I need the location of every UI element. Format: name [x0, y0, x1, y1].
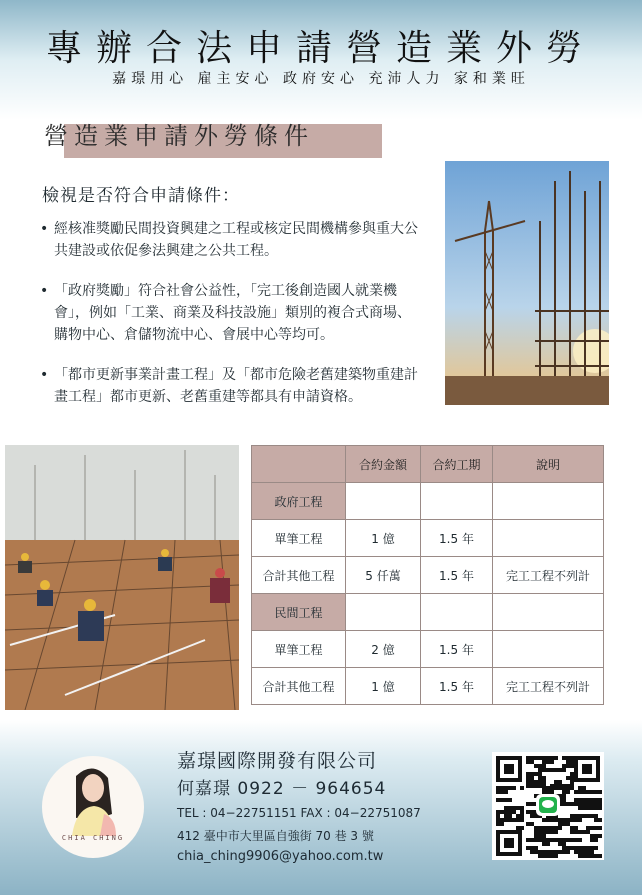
table-row [252, 557, 604, 594]
condition-item: • 「都市更新事業計畫工程」及「都市危險老舊建築物重建計畫工程」都市更新、老舊重建等都具有申請資格。 [40, 364, 418, 408]
conditions-list [40, 218, 418, 426]
table-header-cell: 說明 [493, 446, 604, 483]
table-cell: 合計其他工程 [252, 557, 346, 594]
table-cell: 1.5 年 [421, 520, 493, 557]
table-cell: 1.5 年 [421, 557, 493, 594]
table-cell [421, 594, 493, 631]
address: 412 臺中市大里區自強街 70 巷 3 號 [177, 829, 374, 843]
table-cell [346, 483, 421, 520]
phone-fax: TEL : 04−22751151 FAX : 04−22751087 [177, 806, 421, 820]
table-cell: 完工工程不列計 [493, 668, 604, 705]
avatar [42, 756, 144, 858]
table-header-cell: 合約工期 [421, 446, 493, 483]
email: chia_ching9906@yahoo.com.tw [177, 849, 384, 864]
table-cell: 1.5 年 [421, 631, 493, 668]
contact-person: 何嘉璟 0922 － 964654 [177, 779, 387, 799]
table-category-cell: 政府工程 [252, 483, 346, 520]
table-category-cell: 民間工程 [252, 594, 346, 631]
table-row [252, 631, 604, 668]
table-row [252, 668, 604, 705]
table-cell: 2 億 [346, 631, 421, 668]
table-cell: 1 億 [346, 520, 421, 557]
table-header-row [252, 446, 604, 483]
section-title: 營造業申請外勞條件 [44, 122, 314, 150]
table-row [252, 483, 604, 520]
table-cell: 1 億 [346, 668, 421, 705]
table-cell [493, 520, 604, 557]
page-subtitle: 嘉璟用心 雇主安心 政府安心 充沛人力 家和業旺 [112, 71, 530, 87]
company-name: 嘉璟國際開發有限公司 [177, 750, 378, 772]
page-title: 專辦合法申請營造業外勞 [45, 28, 596, 69]
contract-table [251, 445, 604, 705]
table-cell: 完工工程不列計 [493, 557, 604, 594]
table-header-cell: 合約金額 [346, 446, 421, 483]
table-cell [493, 631, 604, 668]
table-header-cell [252, 446, 346, 483]
construction-crane-photo [445, 161, 609, 405]
table-cell [493, 483, 604, 520]
table-cell: 合計其他工程 [252, 668, 346, 705]
table-cell [346, 594, 421, 631]
table-cell [421, 483, 493, 520]
table-cell: 單筆工程 [252, 520, 346, 557]
table-row [252, 594, 604, 631]
condition-item: • 經核准獎勵民間投資興建之工程或核定民間機構參與重大公共建設或依促參法興建之公共工程。 [40, 218, 418, 262]
table-cell: 1.5 年 [421, 668, 493, 705]
table-row [252, 520, 604, 557]
check-heading: 檢視是否符合申請條件： [42, 186, 240, 206]
construction-workers-photo [5, 445, 239, 710]
table-cell [493, 594, 604, 631]
table-cell: 單筆工程 [252, 631, 346, 668]
avatar-caption: CHIA CHING [61, 834, 125, 842]
condition-item: • 「政府獎勵」符合社會公益性，「完工後創造國人就業機會」，例如「工業、商業及科技設施」類別的複合式商場、購物中心、倉儲物流中心、會展中心等均可。 [40, 280, 418, 346]
table-cell: 5 仟萬 [346, 557, 421, 594]
qr-code[interactable] [492, 752, 604, 860]
